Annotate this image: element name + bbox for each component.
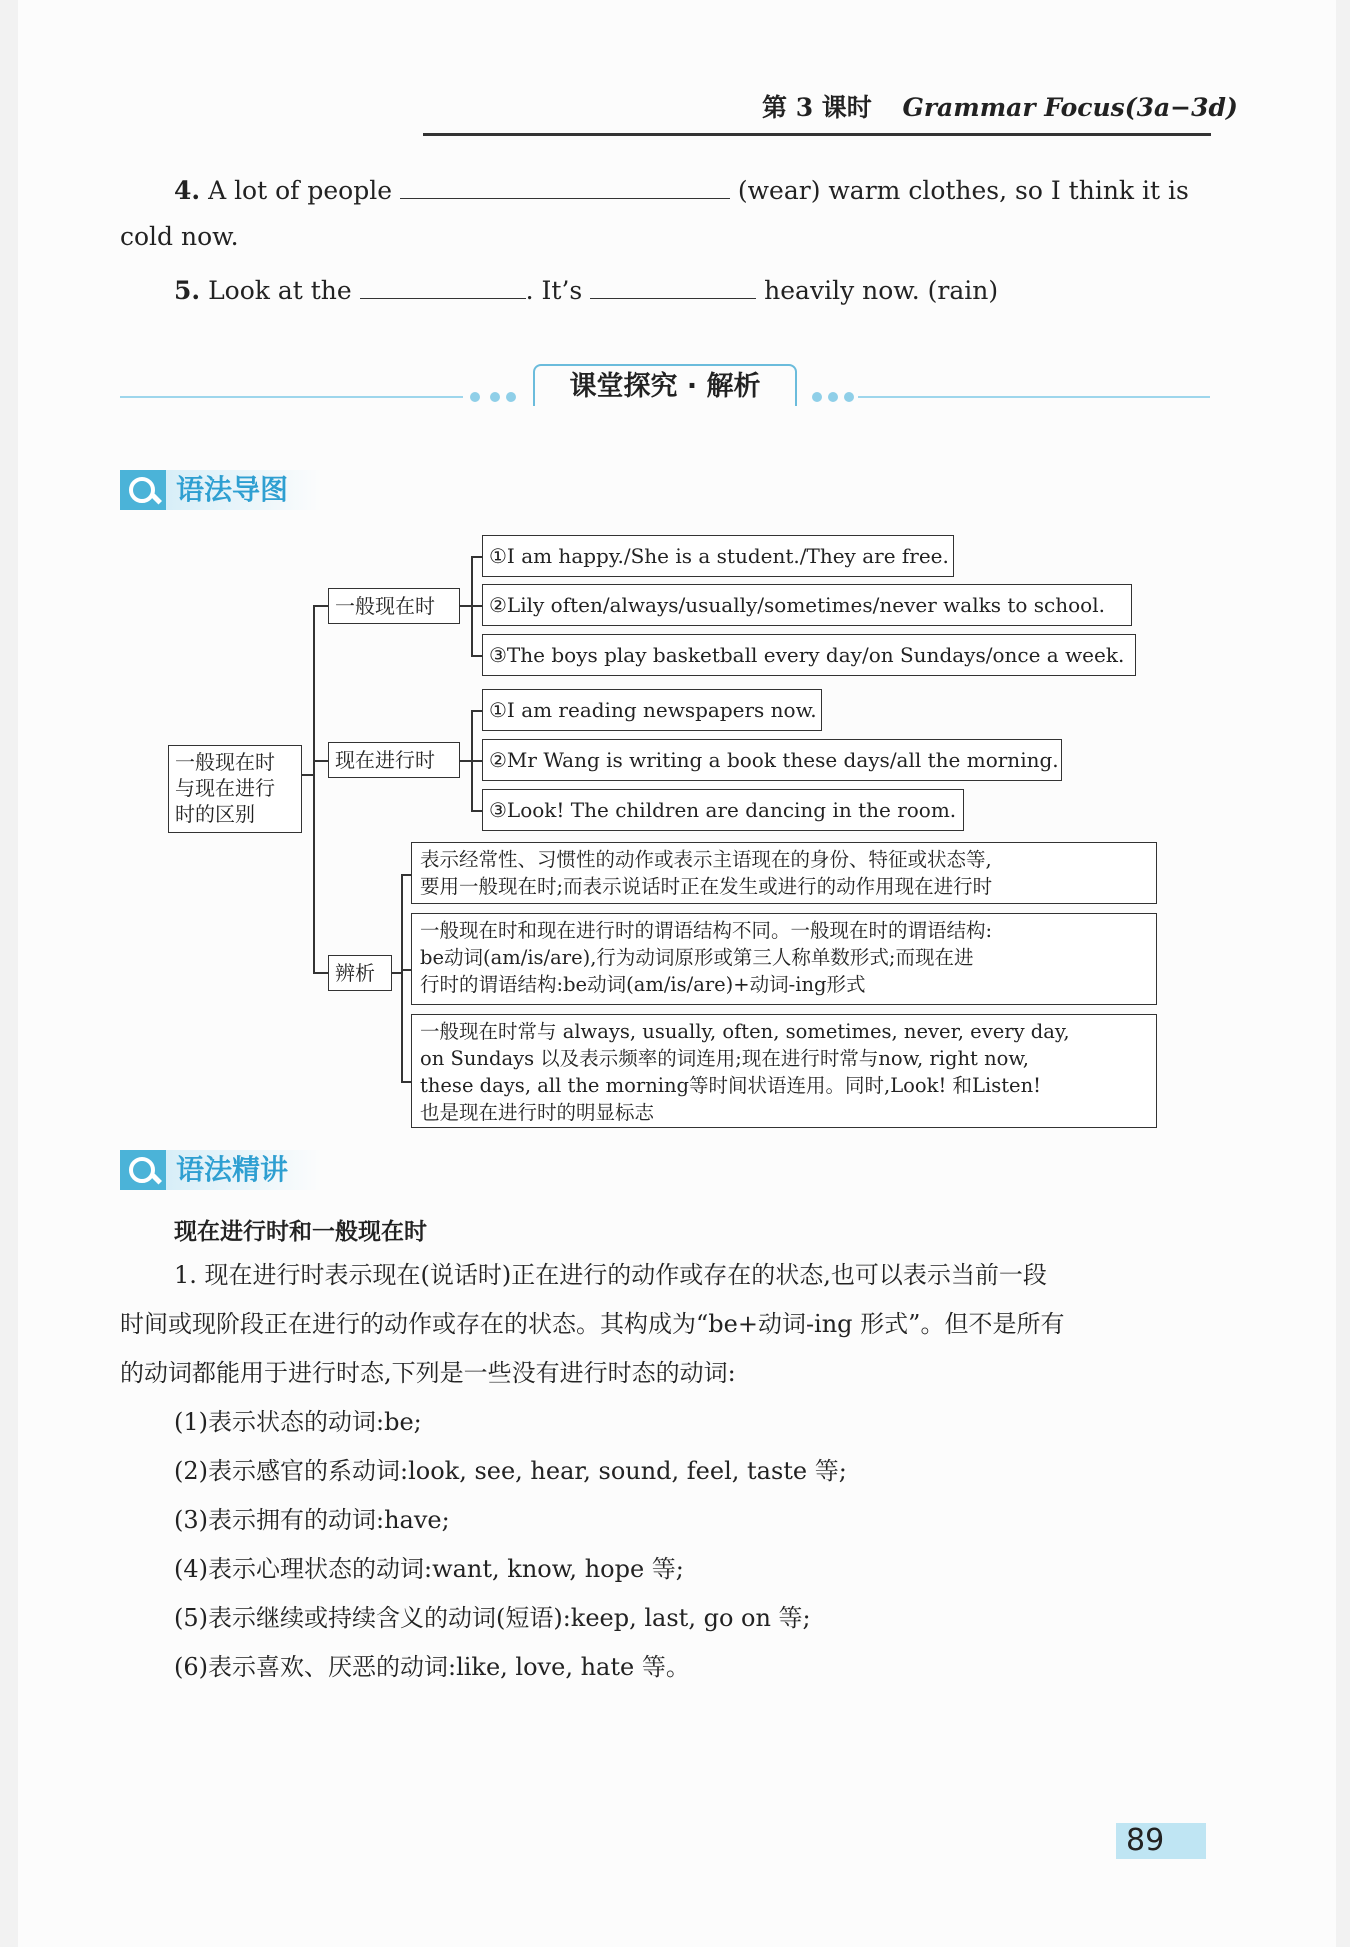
verb-category: (4)表示心理状态的动词:want, know, hope 等; — [174, 1555, 684, 1583]
analysis-note — [411, 842, 1157, 904]
note-line: 一般现在时常与 always, usually, often, sometimes, never, every day, — [420, 1020, 1070, 1043]
connector — [458, 760, 472, 762]
magnifier-icon — [120, 470, 166, 510]
grammar-detail-tag — [120, 1150, 322, 1190]
exercise-text: heavily now. (rain) — [764, 276, 999, 305]
verb-category: (2)表示感官的系动词:look, see, hear, sound, feel, taste 等; — [174, 1457, 847, 1485]
note-line: these days, all the morning等时间状语连用。同时,Look! 和Listen! — [420, 1074, 1041, 1097]
present-progressive-label: 现在进行时 — [328, 742, 460, 778]
verb-category: (5)表示继续或持续含义的动词(短语):keep, last, go on 等; — [174, 1604, 811, 1632]
header-rule — [423, 133, 1211, 136]
root-line: 与现在进行 — [175, 776, 275, 800]
answer-blank[interactable] — [400, 174, 730, 199]
note-line: 行时的谓语结构:be动词(am/is/are)+动词-ing形式 — [420, 973, 866, 996]
verb-category: (3)表示拥有的动词:have; — [174, 1506, 450, 1534]
note-line: be动词(am/is/are),行为动词原形或第三人称单数形式;而现在进 — [420, 946, 974, 969]
example-box: ①I am reading newspapers now. — [482, 689, 822, 731]
example-box: ①I am happy./She is a student./They are free. — [482, 535, 954, 577]
analysis-label: 辨析 — [328, 955, 392, 991]
root-line: 一般现在时 — [175, 750, 275, 774]
example-box: ③The boys play basketball every day/on Sundays/once a week. — [482, 634, 1136, 676]
lesson-label: 第 3 课时 — [762, 93, 872, 122]
example-box: ②Lily often/always/usually/sometimes/never walks to school. — [482, 584, 1132, 626]
note-line: on Sundays 以及表示频率的词连用;现在进行时常与now, right now, — [420, 1047, 1029, 1070]
note-line: 也是现在进行时的明显标志 — [420, 1101, 655, 1124]
intro-line: 1. 现在进行时表示现在(说话时)正在进行的动作或存在的状态,也可以表示当前一段 — [174, 1261, 1047, 1289]
intro-line: 时间或现阶段正在进行的动作或存在的状态。其构成为“be+动词-ing 形式”。但不是所有 — [120, 1310, 1065, 1338]
verb-category: (6)表示喜欢、厌恶的动词:like, love, hate 等。 — [174, 1653, 690, 1681]
exercise-number: 5. — [174, 276, 201, 305]
example-box: ②Mr Wang is writing a book these days/all the morning. — [482, 739, 1062, 781]
page-header — [762, 88, 1238, 124]
section-title: 语法导图 — [166, 470, 322, 510]
exercise-text: A lot of people — [208, 176, 392, 205]
intro-line: 的动词都能用于进行时态,下列是一些没有进行时态的动词: — [120, 1359, 736, 1387]
exercise-number: 4. — [174, 176, 201, 205]
note-line: 要用一般现在时;而表示说话时正在发生或进行的动作用现在进行时 — [420, 875, 993, 898]
page-number: 89 — [1116, 1823, 1206, 1859]
note-line: 表示经常性、习惯性的动作或表示主语现在的身份、特征或状态等, — [420, 848, 992, 871]
connector — [313, 760, 329, 762]
example-box: ③Look! The children are dancing in the room. — [482, 789, 964, 831]
simple-present-label: 一般现在时 — [328, 588, 460, 624]
connector — [313, 605, 315, 973]
connector — [313, 605, 329, 607]
topic-label: Grammar Focus(3a−3d) — [902, 93, 1238, 122]
analysis-note — [411, 913, 1157, 1005]
banner-dot — [470, 392, 480, 402]
banner-line-left — [120, 396, 463, 398]
banner-line-right — [858, 396, 1210, 398]
exercise-5 — [174, 274, 998, 305]
connector — [458, 605, 472, 607]
banner-dot — [506, 392, 516, 402]
exercise-text: Look at the — [208, 276, 352, 305]
banner-dot — [812, 392, 822, 402]
verb-category: (1)表示状态的动词:be; — [174, 1408, 422, 1436]
analysis-note — [411, 1014, 1157, 1128]
note-line: 一般现在时和现在进行时的谓语结构不同。一般现在时的谓语结构: — [420, 919, 993, 942]
section-title: 语法精讲 — [166, 1150, 322, 1190]
answer-blank[interactable] — [360, 274, 526, 299]
connector — [313, 972, 329, 974]
answer-blank[interactable] — [590, 274, 756, 299]
exercise-text: . It’s — [525, 276, 583, 305]
diagram-root — [168, 745, 302, 833]
exercise-text: (wear) warm clothes, so I think it is — [737, 176, 1189, 205]
root-line: 时的区别 — [175, 802, 255, 826]
connector — [300, 774, 314, 776]
section-banner: 课堂探究 · 解析 — [533, 364, 797, 406]
exercise-4-cont: cold now. — [120, 222, 239, 251]
connector — [401, 874, 403, 1082]
grammar-map-tag — [120, 470, 322, 510]
banner-dot — [490, 392, 500, 402]
magnifier-icon — [120, 1150, 166, 1190]
exercise-4 — [174, 174, 1189, 205]
banner-dot — [844, 392, 854, 402]
lesson-subtitle: 现在进行时和一般现在时 — [174, 1219, 427, 1245]
banner-dot — [828, 392, 838, 402]
